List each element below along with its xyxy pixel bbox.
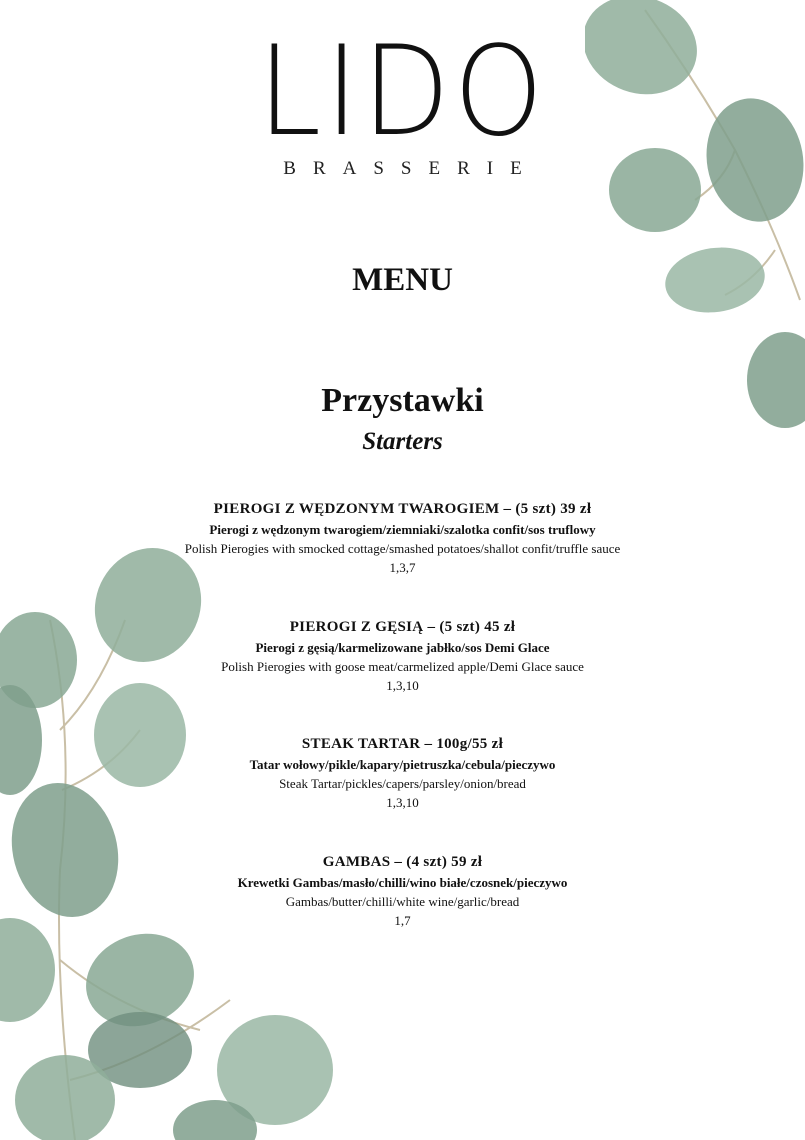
dish-description-en: Polish Pierogies with goose meat/carmelized apple/Demi Glace sauce xyxy=(221,659,584,674)
section-title: Przystawki xyxy=(321,382,484,419)
dish-description-pl: Pierogi z gęsią/karmelizowane jabłko/sos Demi Glace xyxy=(255,640,550,655)
brand-name: LIDO xyxy=(257,20,548,164)
dish-description-en: Polish Pierogies with smocked cottage/smashed potatoes/shallot confit/truffle sauce xyxy=(184,541,621,556)
dish-name: STEAK TARTAR – 100g/55 zł xyxy=(301,736,504,752)
brand-subtitle: BRASSERIE xyxy=(283,158,539,179)
dish-item xyxy=(0,499,805,577)
dish-name: PIEROGI Z GĘSIĄ – (5 szt) 45 zł xyxy=(289,619,516,635)
dish-allergens: 1,3,7 xyxy=(389,560,416,575)
dish-item xyxy=(0,852,805,930)
dish-description-en: Steak Tartar/pickles/capers/parsley/onion/bread xyxy=(279,776,526,791)
dish-allergens: 1,3,10 xyxy=(386,795,419,810)
brand-logo xyxy=(0,20,805,180)
menu-title: MENU xyxy=(352,262,453,298)
dish-item xyxy=(0,734,805,812)
dish-description-en: Gambas/butter/chilli/white wine/garlic/bread xyxy=(285,894,520,909)
dish-allergens: 1,7 xyxy=(394,913,411,928)
dish-allergens: 1,3,10 xyxy=(386,678,419,693)
dish-name: PIEROGI Z WĘDZONYM TWAROGIEM – (5 szt) 39 zł xyxy=(213,501,592,517)
dish-description-pl: Krewetki Gambas/masło/chilli/wino białe/czosnek/pieczywo xyxy=(237,875,568,890)
section-subtitle: Starters xyxy=(362,428,443,455)
dish-description-pl: Pierogi z wędzonym twarogiem/ziemniaki/szalotka confit/sos truflowy xyxy=(209,522,596,537)
dish-item xyxy=(0,617,805,695)
dish-name: GAMBAS – (4 szt) 59 zł xyxy=(322,854,483,870)
dish-description-pl: Tatar wołowy/pikle/kapary/pietruszka/cebula/pieczywo xyxy=(249,757,556,772)
